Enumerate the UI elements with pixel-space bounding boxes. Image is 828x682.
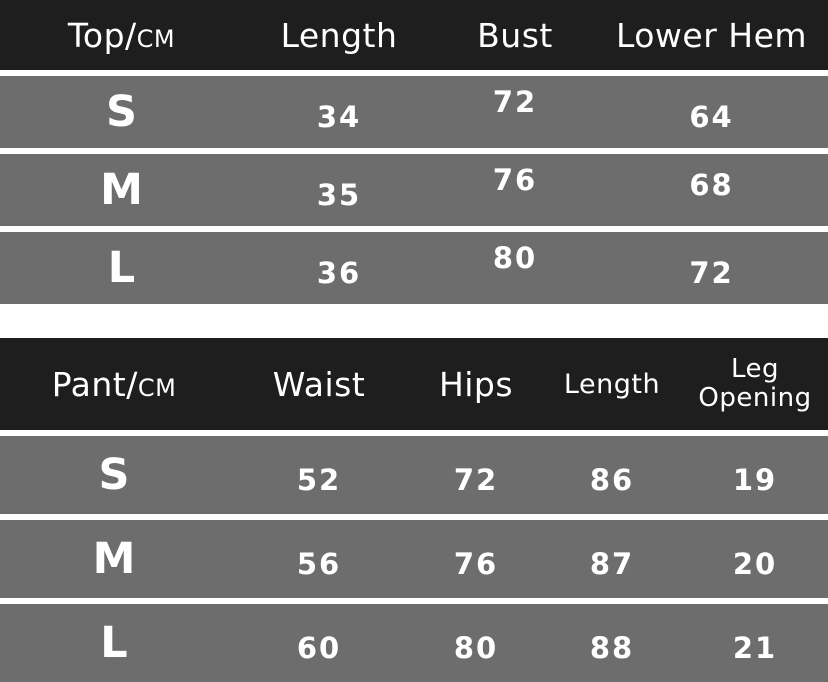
top-table-header-row — [0, 0, 828, 70]
top-size-table-container — [0, 0, 828, 304]
pant-size-table-container — [0, 338, 828, 682]
pant-row-s-waist: 52 — [228, 436, 410, 514]
top-row-size-l: L — [0, 232, 243, 304]
top-row-m-lower-hem: 68 — [595, 154, 828, 226]
pant-table-header-hips: Hips — [410, 338, 542, 430]
pant-table-header-leg-opening — [682, 338, 828, 430]
top-row-s-length: 34 — [243, 76, 435, 148]
pant-row-l-waist: 60 — [228, 604, 410, 682]
pant-row-m-hips: 76 — [410, 520, 542, 598]
pant-header-leg-opening-line2: Opening — [698, 383, 812, 413]
pant-header-leg-opening-line1: Leg — [730, 353, 780, 384]
pant-row-s-hips: 72 — [410, 436, 542, 514]
pant-row-size-m: M — [0, 520, 228, 598]
pant-table-header-waist: Waist — [228, 338, 410, 430]
top-table-header-category-label: Top/CM — [67, 15, 176, 55]
top-row-m-bust: 76 — [435, 154, 595, 226]
top-table-header-bust: Bust — [435, 0, 595, 70]
table-row — [0, 436, 828, 514]
pant-row-l-hips: 80 — [410, 604, 542, 682]
pant-row-s-leg-opening: 19 — [682, 436, 828, 514]
pant-table-header-category — [0, 338, 228, 430]
top-table-header-lower-hem: Lower Hem — [595, 0, 828, 70]
pant-row-size-l: L — [0, 604, 228, 682]
table-row — [0, 76, 828, 148]
table-row — [0, 604, 828, 682]
pant-row-m-waist: 56 — [228, 520, 410, 598]
pant-table-header-category-label: Pant/CM — [51, 364, 177, 404]
pant-row-s-length: 86 — [542, 436, 682, 514]
pant-row-m-leg-opening: 20 — [682, 520, 828, 598]
top-table-header-category — [0, 0, 243, 70]
pant-row-m-length: 87 — [542, 520, 682, 598]
pant-size-table — [0, 338, 828, 682]
top-row-s-bust: 72 — [435, 76, 595, 148]
pant-table-header-length: Length — [542, 338, 682, 430]
top-row-l-lower-hem: 72 — [595, 232, 828, 304]
pant-row-l-length: 88 — [542, 604, 682, 682]
pant-table-header-row — [0, 338, 828, 430]
top-row-s-lower-hem: 64 — [595, 76, 828, 148]
top-row-l-length: 36 — [243, 232, 435, 304]
table-row — [0, 520, 828, 598]
top-row-size-s: S — [0, 76, 243, 148]
top-table-header-length: Length — [243, 0, 435, 70]
top-row-m-length: 35 — [243, 154, 435, 226]
table-row — [0, 154, 828, 226]
table-row — [0, 232, 828, 304]
top-row-size-m: M — [0, 154, 243, 226]
pant-row-size-s: S — [0, 436, 228, 514]
top-size-table — [0, 0, 828, 304]
pant-row-l-leg-opening: 21 — [682, 604, 828, 682]
top-row-l-bust: 80 — [435, 232, 595, 304]
